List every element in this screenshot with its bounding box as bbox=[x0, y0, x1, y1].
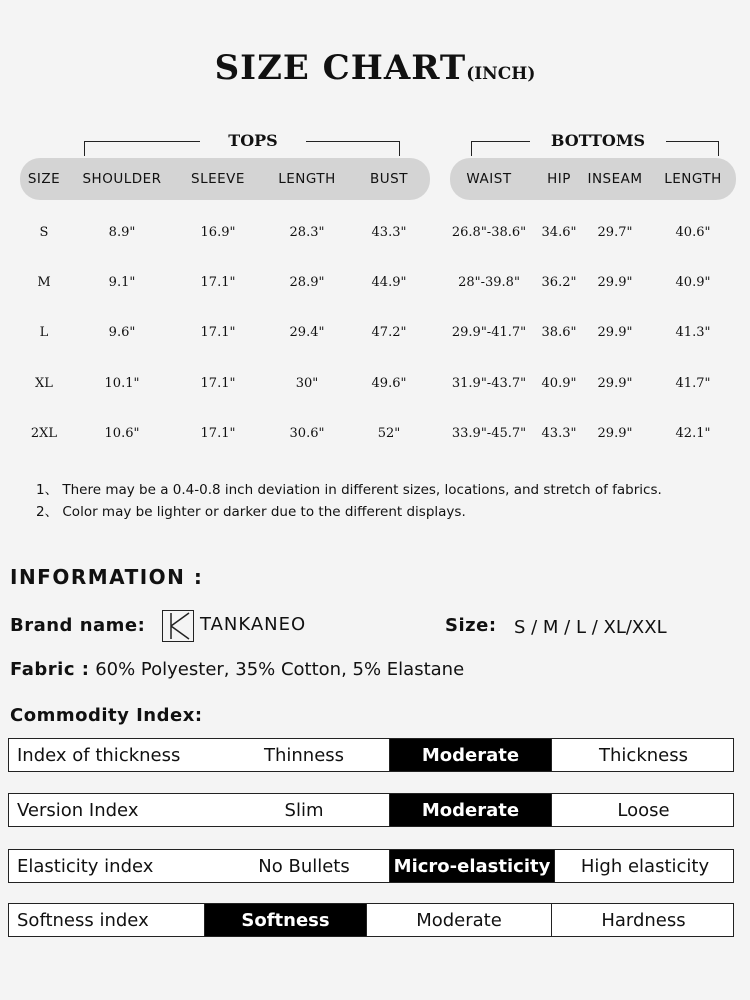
size-chart-title bbox=[0, 48, 750, 88]
note-2: 2、 Color may be lighter or darker due to the different displays. bbox=[36, 504, 466, 520]
bottoms-cell: 36.2" bbox=[541, 275, 577, 290]
bottoms-cell: 29.9" bbox=[597, 325, 633, 340]
tops-cell: 10.1" bbox=[104, 376, 140, 391]
bottoms-cell: 29.7" bbox=[597, 225, 633, 240]
bottoms-header-waist: WAIST bbox=[466, 171, 512, 187]
bottoms-cell: 33.9"-45.7" bbox=[451, 426, 527, 441]
index-option: Thinness bbox=[263, 744, 345, 766]
tops-header-sleeve: SLEEVE bbox=[191, 171, 245, 187]
fabric-line bbox=[10, 659, 464, 680]
tops-cell: 16.9" bbox=[200, 225, 236, 240]
tops-cell: 49.6" bbox=[371, 376, 407, 391]
title-unit: (INCH) bbox=[466, 64, 536, 84]
size-row-label: XL bbox=[35, 376, 53, 391]
index-name: Index of thickness bbox=[17, 744, 181, 766]
information-heading: INFORMATION : bbox=[10, 565, 204, 589]
brand-label: Brand name: bbox=[10, 615, 146, 636]
bottoms-cell: 29.9"-41.7" bbox=[451, 325, 527, 340]
title-main: SIZE CHART bbox=[214, 48, 467, 88]
bottoms-cell: 41.3" bbox=[675, 325, 711, 340]
tops-cell: 9.1" bbox=[108, 275, 136, 290]
bottoms-cell: 29.9" bbox=[597, 426, 633, 441]
index-name: Softness index bbox=[17, 909, 149, 931]
index-name: Elasticity index bbox=[17, 855, 154, 877]
tops-header-shoulder: SHOULDER bbox=[82, 171, 162, 187]
tops-cell: 47.2" bbox=[371, 325, 407, 340]
fabric-label: Fabric : bbox=[10, 659, 90, 680]
size-row-label: S bbox=[39, 225, 49, 240]
tops-cell: 17.1" bbox=[200, 325, 236, 340]
tops-cell: 43.3" bbox=[371, 225, 407, 240]
brand-value: TANKANEO bbox=[200, 614, 307, 635]
fabric-value: 60% Polyester, 35% Cotton, 5% Elastane bbox=[95, 659, 465, 680]
bottoms-cell: 38.6" bbox=[541, 325, 577, 340]
tops-cell: 52" bbox=[377, 426, 401, 441]
bottoms-cell: 29.9" bbox=[597, 376, 633, 391]
commodity-index-label: Commodity Index: bbox=[10, 705, 203, 726]
index-option: Thickness bbox=[551, 739, 735, 771]
bottoms-label: BOTTOMS bbox=[530, 131, 666, 150]
index-option: No Bullets bbox=[258, 855, 350, 877]
bottoms-cell: 40.9" bbox=[675, 275, 711, 290]
index-option: Hardness bbox=[551, 904, 735, 936]
index-row-3 bbox=[8, 903, 734, 937]
size-value: S / M / L / XL/XXL bbox=[514, 617, 667, 638]
size-label: Size: bbox=[445, 615, 497, 636]
tops-cell: 17.1" bbox=[200, 275, 236, 290]
bottoms-cell: 28"-39.8" bbox=[458, 275, 520, 290]
bottoms-cell: 42.1" bbox=[675, 426, 711, 441]
tops-cell: 10.6" bbox=[104, 426, 140, 441]
tops-header-size: SIZE bbox=[27, 171, 61, 187]
bottoms-header-inseam: INSEAM bbox=[587, 171, 643, 187]
bottoms-cell: 40.9" bbox=[541, 376, 577, 391]
bottoms-header-length: LENGTH bbox=[664, 171, 722, 187]
index-option: Slim bbox=[284, 799, 324, 821]
tops-header-bust: BUST bbox=[370, 171, 408, 187]
index-option: Moderate bbox=[389, 794, 551, 826]
tops-header-length: LENGTH bbox=[278, 171, 336, 187]
note-1: 1、 There may be a 0.4-0.8 inch deviation in different sizes, locations, and stretch of fabrics. bbox=[36, 482, 662, 498]
tops-cell: 9.6" bbox=[108, 325, 136, 340]
tops-cell: 29.4" bbox=[289, 325, 325, 340]
index-row-1 bbox=[8, 793, 734, 827]
size-row-label: M bbox=[37, 275, 51, 290]
index-option: Moderate bbox=[366, 904, 551, 936]
tops-cell: 17.1" bbox=[200, 376, 236, 391]
size-row-label: L bbox=[39, 325, 49, 340]
index-row-2 bbox=[8, 849, 734, 883]
tops-cell: 8.9" bbox=[108, 225, 136, 240]
index-option: Micro-elasticity bbox=[389, 850, 554, 882]
size-row-label: 2XL bbox=[30, 426, 58, 441]
bottoms-cell: 29.9" bbox=[597, 275, 633, 290]
index-option: Moderate bbox=[389, 739, 551, 771]
index-name: Version Index bbox=[17, 799, 139, 821]
index-row-0 bbox=[8, 738, 734, 772]
tops-cell: 30.6" bbox=[289, 426, 325, 441]
bottoms-cell: 40.6" bbox=[675, 225, 711, 240]
bottoms-cell: 31.9"-43.7" bbox=[451, 376, 527, 391]
bottoms-header-hip: HIP bbox=[547, 171, 571, 187]
tops-cell: 30" bbox=[295, 376, 319, 391]
index-option: High elasticity bbox=[554, 850, 735, 882]
tops-cell: 28.3" bbox=[289, 225, 325, 240]
index-option: Softness bbox=[204, 904, 366, 936]
tops-cell: 28.9" bbox=[289, 275, 325, 290]
index-option: Loose bbox=[551, 794, 735, 826]
tops-cell: 44.9" bbox=[371, 275, 407, 290]
bottoms-cell: 26.8"-38.6" bbox=[451, 225, 527, 240]
brand-logo-icon bbox=[162, 610, 194, 642]
tops-label: TOPS bbox=[200, 131, 306, 150]
bottoms-cell: 41.7" bbox=[675, 376, 711, 391]
bottoms-cell: 34.6" bbox=[541, 225, 577, 240]
bottoms-cell: 43.3" bbox=[541, 426, 577, 441]
tops-cell: 17.1" bbox=[200, 426, 236, 441]
